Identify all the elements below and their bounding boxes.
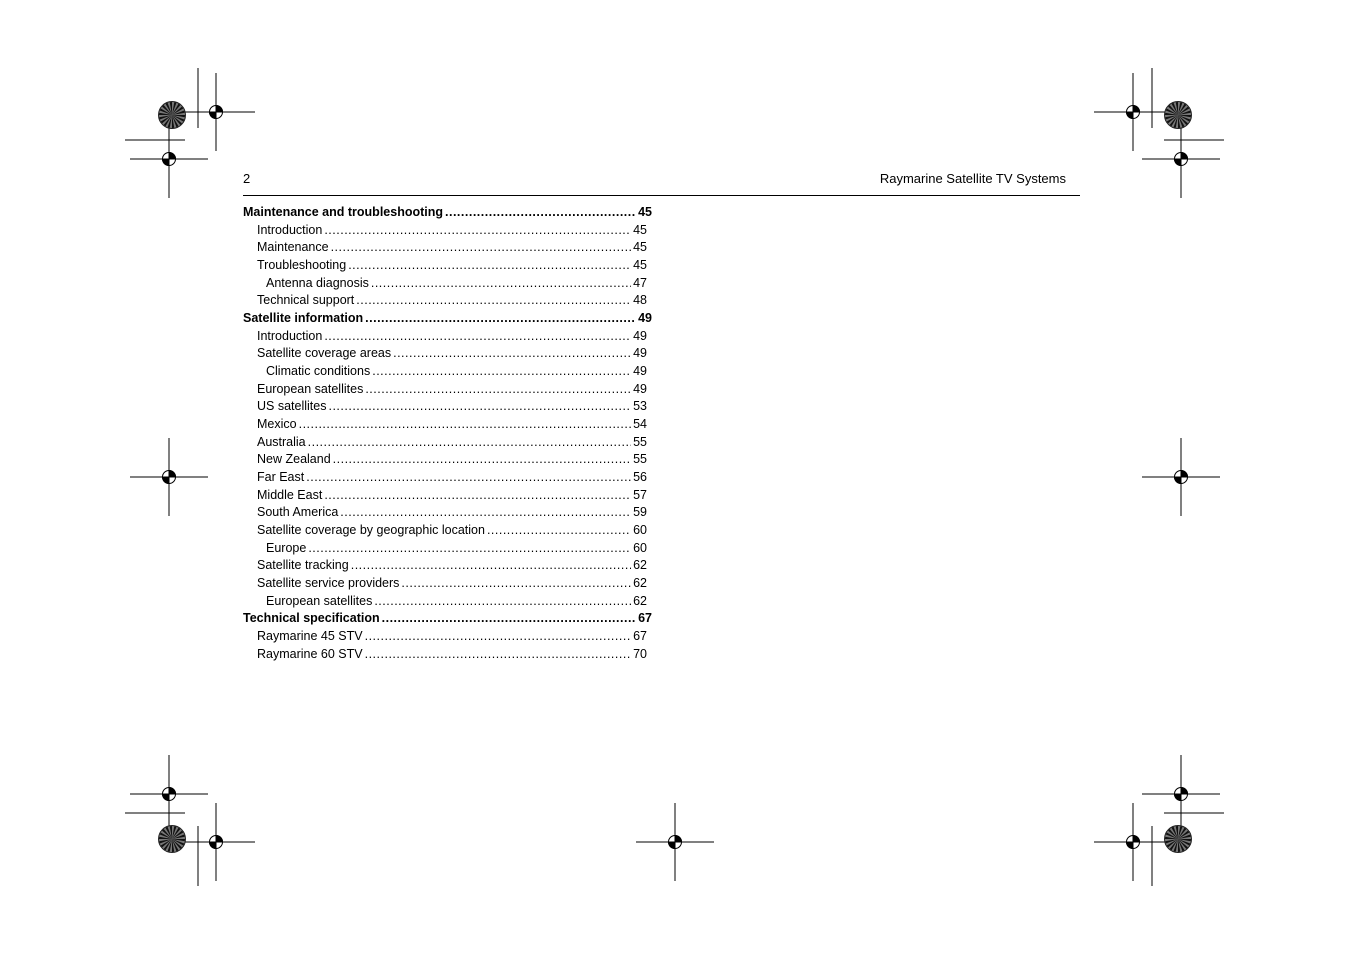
toc-entry-title: New Zealand xyxy=(257,452,331,467)
toc-entry-page: 45 xyxy=(633,222,647,237)
toc-entry-title: Technical specification xyxy=(243,611,380,626)
toc-leader-dots xyxy=(324,328,631,346)
toc-entry xyxy=(243,610,652,628)
running-header: Raymarine Satellite TV Systems xyxy=(879,171,1066,186)
toc-leader-dots xyxy=(365,310,636,328)
toc-entry xyxy=(243,381,647,399)
toc-entry-title: Raymarine 45 STV xyxy=(257,629,363,644)
toc-entry xyxy=(243,434,647,452)
toc-entry xyxy=(243,522,647,540)
toc-entry xyxy=(243,593,647,611)
table-of-contents xyxy=(243,204,653,663)
toc-entry-title: Middle East xyxy=(257,487,323,502)
toc-entry xyxy=(243,451,647,469)
toc-entry-page: 62 xyxy=(633,593,647,608)
toc-entry xyxy=(243,504,647,522)
toc-leader-dots xyxy=(324,222,631,240)
toc-entry-title: European satellites xyxy=(266,593,373,608)
toc-entry-title: Australia xyxy=(257,434,306,449)
toc-leader-dots xyxy=(374,593,631,611)
toc-entry xyxy=(243,628,647,646)
toc-entry-title: Climatic conditions xyxy=(266,364,371,379)
toc-leader-dots xyxy=(372,363,631,381)
toc-entry-page: 70 xyxy=(633,646,647,661)
toc-leader-dots xyxy=(365,628,631,646)
toc-entry xyxy=(243,540,647,558)
toc-entry-page: 49 xyxy=(633,364,647,379)
registration-mark-icon xyxy=(130,755,208,833)
toc-entry-title: Maintenance xyxy=(257,240,329,255)
toc-entry-page: 54 xyxy=(633,417,647,432)
toc-entry-title: South America xyxy=(257,505,339,520)
toc-entry-page: 67 xyxy=(633,629,647,644)
toc-leader-dots xyxy=(365,381,631,399)
toc-entry-title: Antenna diagnosis xyxy=(266,275,369,290)
toc-entry-title: Satellite service providers xyxy=(257,576,400,591)
header-rule xyxy=(243,195,1080,196)
toc-entry-title: US satellites xyxy=(257,399,327,414)
toc-entry xyxy=(243,487,647,505)
toc-entry-page: 62 xyxy=(633,576,647,591)
toc-entry-title: Satellite coverage areas xyxy=(257,346,392,361)
toc-entry-page: 55 xyxy=(633,434,647,449)
toc-entry-title: Maintenance and troubleshooting xyxy=(243,205,444,219)
toc-entry-title: Satellite coverage by geographic location xyxy=(257,523,485,538)
toc-entry xyxy=(243,557,647,575)
toc-leader-dots xyxy=(356,292,631,310)
registration-mark-icon xyxy=(130,120,208,198)
toc-leader-dots xyxy=(331,239,632,257)
toc-entry-page: 49 xyxy=(638,311,652,326)
toc-entry xyxy=(243,416,647,434)
toc-entry xyxy=(243,398,647,416)
page-number: 2 xyxy=(243,171,251,186)
toc-entry xyxy=(243,292,647,310)
toc-entry-title: European satellites xyxy=(257,381,364,396)
toc-entry-title: Raymarine 60 STV xyxy=(257,646,363,661)
starburst-mark-icon xyxy=(159,102,186,129)
toc-entry-title: Troubleshooting xyxy=(257,258,347,273)
registration-mark-icon xyxy=(636,803,714,881)
toc-entry xyxy=(243,275,647,293)
toc-entry-page: 60 xyxy=(633,540,647,555)
toc-entry xyxy=(243,239,647,257)
toc-leader-dots xyxy=(382,610,636,628)
starburst-mark-icon xyxy=(159,826,186,853)
toc-entry-page: 49 xyxy=(633,346,647,361)
toc-entry-page: 60 xyxy=(633,523,647,538)
registration-mark-icon xyxy=(1142,755,1220,833)
toc-leader-dots xyxy=(371,275,631,293)
toc-entry-page: 47 xyxy=(633,275,647,290)
toc-leader-dots xyxy=(308,434,631,452)
toc-entry xyxy=(243,310,652,328)
toc-entry-page: 49 xyxy=(633,328,647,343)
toc-leader-dots xyxy=(308,540,631,558)
toc-entry-page: 59 xyxy=(633,505,647,520)
toc-entry xyxy=(243,204,652,222)
registration-mark-icon xyxy=(177,73,255,151)
toc-leader-dots xyxy=(306,469,631,487)
toc-leader-dots xyxy=(299,416,632,434)
toc-entry-page: 62 xyxy=(633,558,647,573)
toc-entry xyxy=(243,363,647,381)
toc-leader-dots xyxy=(401,575,631,593)
registration-mark-icon xyxy=(177,803,255,881)
toc-entry-title: Satellite tracking xyxy=(257,558,349,573)
toc-entry-title: Introduction xyxy=(257,222,323,237)
toc-entry-page: 67 xyxy=(638,611,652,626)
toc-entry xyxy=(243,469,647,487)
toc-entry-page: 56 xyxy=(633,470,647,485)
registration-mark-icon xyxy=(1142,120,1220,198)
toc-entry-page: 45 xyxy=(633,258,647,273)
registration-mark-icon xyxy=(1094,73,1172,151)
toc-entry-title: Satellite information xyxy=(243,311,364,326)
toc-entry-title: Technical support xyxy=(257,293,355,308)
toc-leader-dots xyxy=(445,204,636,222)
toc-entry-title: Mexico xyxy=(257,417,297,432)
toc-entry-title: Introduction xyxy=(257,328,323,343)
registration-mark-icon xyxy=(130,438,208,516)
toc-leader-dots xyxy=(333,451,631,469)
toc-leader-dots xyxy=(487,522,631,540)
toc-entry xyxy=(243,646,647,664)
starburst-mark-icon xyxy=(1165,102,1192,129)
toc-entry-title: Europe xyxy=(266,540,307,555)
toc-entry xyxy=(243,257,647,275)
toc-entry xyxy=(243,575,647,593)
toc-leader-dots xyxy=(328,398,631,416)
registration-mark-icon xyxy=(1142,438,1220,516)
toc-leader-dots xyxy=(365,646,631,664)
toc-entry xyxy=(243,328,647,346)
toc-leader-dots xyxy=(393,345,631,363)
toc-leader-dots xyxy=(324,487,631,505)
toc-entry-page: 45 xyxy=(638,205,652,219)
toc-entry-page: 57 xyxy=(633,487,647,502)
toc-entry xyxy=(243,345,647,363)
toc-entry-page: 55 xyxy=(633,452,647,467)
toc-leader-dots xyxy=(348,257,631,275)
toc-leader-dots xyxy=(340,504,631,522)
registration-mark-icon xyxy=(1094,803,1172,881)
toc-entry-page: 48 xyxy=(633,293,647,308)
toc-entry-page: 53 xyxy=(633,399,647,414)
toc-entry-page: 49 xyxy=(633,381,647,396)
toc-entry-title: Far East xyxy=(257,470,305,485)
toc-leader-dots xyxy=(351,557,631,575)
toc-entry-page: 45 xyxy=(633,240,647,255)
starburst-mark-icon xyxy=(1165,826,1192,853)
toc-entry xyxy=(243,222,647,240)
